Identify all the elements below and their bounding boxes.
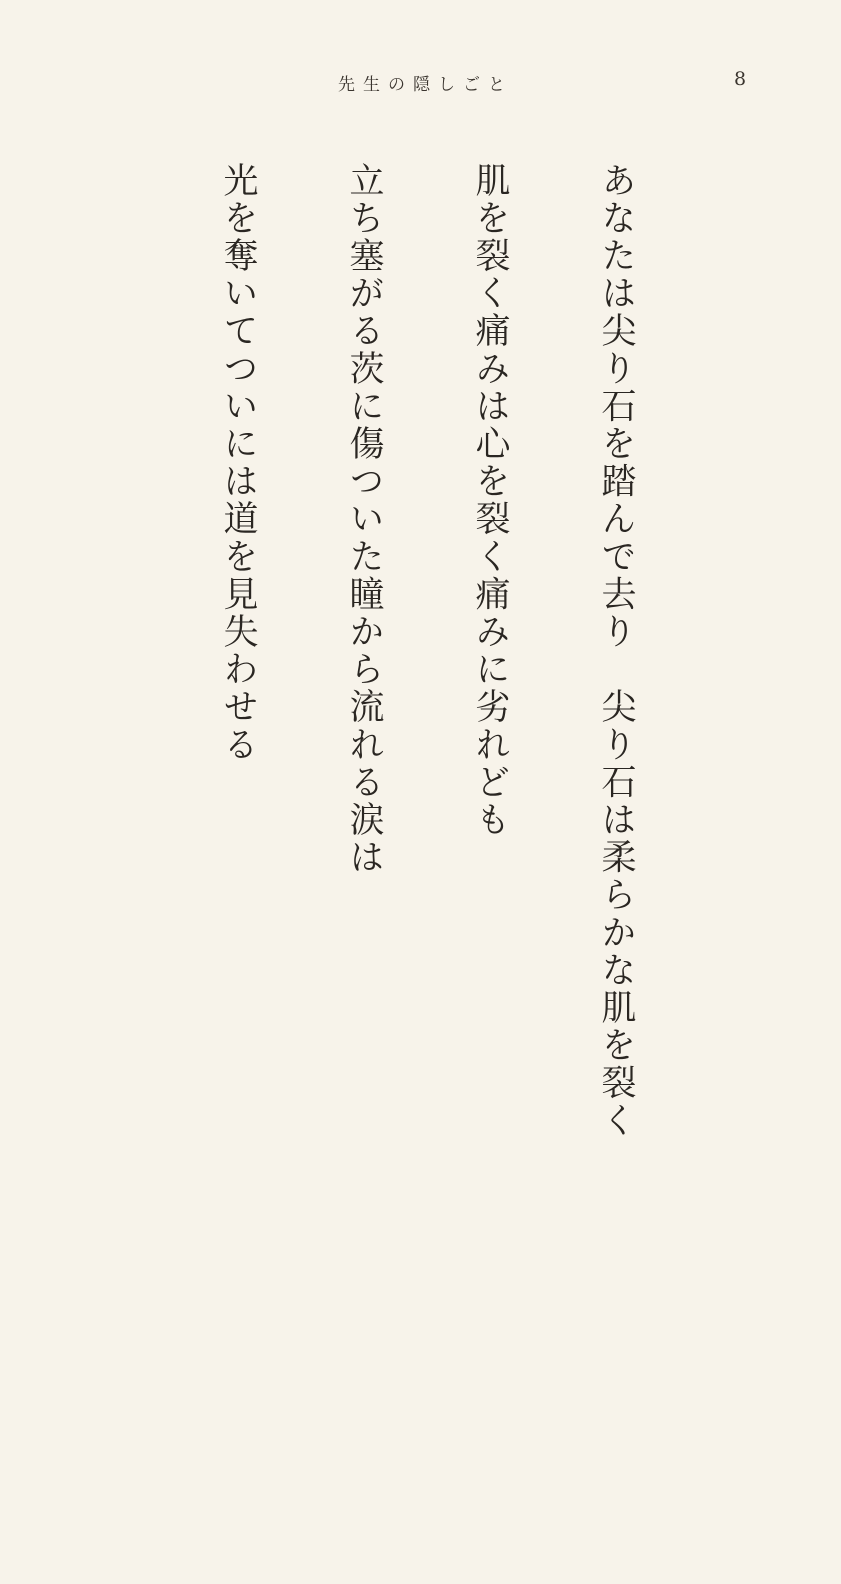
poem-line: あなたは尖り石を踏んで去り 尖り石は柔らかな肌を裂く bbox=[596, 162, 636, 1140]
poem-line: 立ち塞がる茨に傷ついた瞳から流れる涙は bbox=[344, 162, 384, 877]
page-number: 8 bbox=[734, 68, 747, 90]
poem-line: 光を奪いてついには道を見失わせる bbox=[218, 162, 258, 764]
section-gap bbox=[45, 118, 91, 1138]
vertical-text-block bbox=[0, 118, 763, 1138]
poem-line: 肌を裂く痛みは心を裂く痛みに劣れども bbox=[470, 162, 510, 839]
poem-block bbox=[134, 118, 678, 1138]
running-title: 先生の隠しごと bbox=[338, 75, 513, 95]
